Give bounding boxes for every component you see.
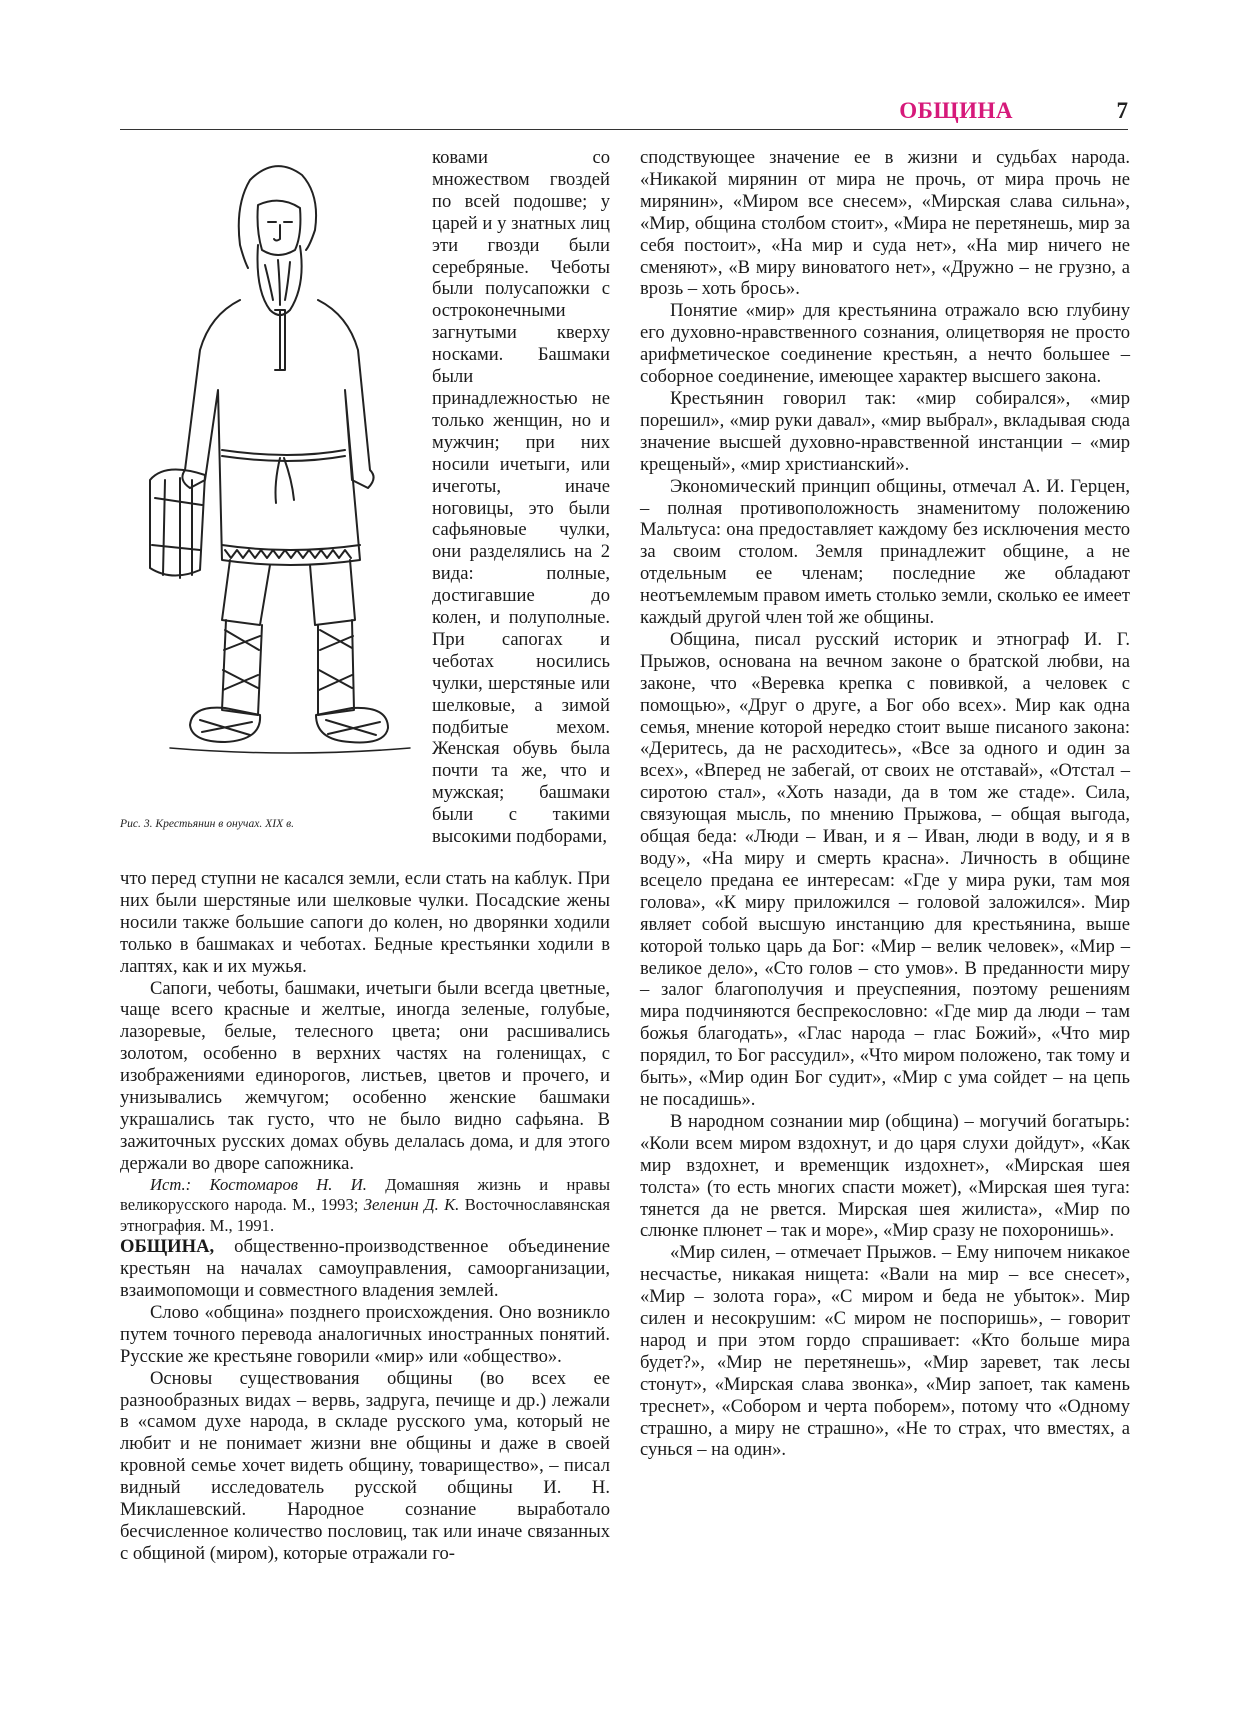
paragraph: Сапоги, чеботы, башмаки, ичетыги были всегда цветные, чаще всего красные и желтые, иногда зеленые, голубые, лазоревые, белые, телесного цвета; они расшивались золотом, особенно в верхних частях на голенищах, с изображениями единорогов, листьев, цветов и прочего, и унизывались жемчугом; особенно женские башмаки украшались так густо, что не было видно сафьяна. В зажиточных русских домах обувь делалась дома, и для этого держали во дворе сапожника. <box>120 977 610 1174</box>
paragraph: «Мир силен, – отмечает Прыжов. – Ему нипочем никакое несчастье, никакая нищета: «Вали на мир – все снесет», «Мир – золота гора», «С миром и беда не убыток». Мир силен и несокрушим: «С миром не поспоришь», – говорит народ и при этом гордо спрашивает: «Кто больше мира будет?», «Мир не перетянешь», «Мир заревет, так лесы стонут», «Мирская слава звонка», «Мир запоет, так камень треснет», «Собором и черта поборем», потому что «Одному страшно, а миру не страшно», «Не то страх, что вместях, а сунься – на один». <box>640 1242 1130 1461</box>
peasant-drawing <box>130 150 420 770</box>
peasant-illustration <box>130 150 420 770</box>
paragraph: В народном сознании мир (община) – могучий богатырь: «Коли всем миром вздохнут, и до царя слухи дойдут», «Как мир вздохнет, и временщик издохнет», «Мирская шея толста» (то есть многих спасти может), «Мирская шея туга: тянется да не рвется. Мирская шея жилиста», «Мир по слюнке плюнет – так и море», «Мир сразу не похоронишь». <box>640 1110 1130 1242</box>
header-rule <box>120 129 1128 130</box>
definition-text: общественно-производственное объединение крестьян на началах самоуправления, самоорганизации, взаимопомощи и совместного владения землей. <box>120 1236 610 1301</box>
paragraph: Основы существования общины (во всех ее разнообразных видах – вервь, задруга, печище и др.) лежали в «самом духе народа, в складе русского ума, который не любит и не понимает жизни вне общины и даже в своей кровной семье хочет видеть общину, товарищество», – писал видный исследователь русской общины И. Н. Миклашевский. Народное сознание выработало бесчисленное количество пословиц, так или иначе связанных с общиной (миром), которые отражали го- <box>120 1367 610 1564</box>
paragraph: Община, писал русский историк и этнограф И. Г. Прыжов, основана на вечном законе о братской любви, на законе, что «Веревка крепка с повивкой, а человек с помощью», «Друг о друге, а Бог обо всех». Мир как одна семья, мнение которой нередко стоит выше писаного закона: «Деритесь, да не расходитесь», «Все за одного и один за всех», «Вперед не забегай, от своих не отставай», «Отстал – сиротою стал», «Хоть назади, да в том же стаде». Сила, связующая мысль, по мнению Прыжова, – общая выгода, общая беда: «Люди – Иван, и я – Иван, люди в воду, и я в воду», «На миру и смерть красна». Личность в общине всецело предана ее интересам: «Где у мира руки, там моя голова», «К миру приложился – головой заложился». Мир являет собой высшую инстанцию для крестьянина, выше которой только царь да Бог: «Мир – велик человек», «Мир – великое дело», «Сто голов – сто умов». В преданности миру – залог благополучия и преуспеяния, поэтому решениям мира подчиняются беспрекословно: «Где мир да люди – там божья благодать», «Глас народа – глас Божий», «Что мир порядил, то Бог рассудил», «Что миром положено, так тому и быть», «Мир один Бог судит», «Мир с ума сойдет – на цепь не посадишь». <box>640 628 1130 1110</box>
page-header <box>120 98 1128 126</box>
left-bottom-column <box>120 868 610 1565</box>
paragraph: что перед ступни не касался земли, если стать на каблук. При них были шерстяные или шелковые чулки. Посадские жены носили также большие сапоги до колен, но дворянки ходили только в башмаках и чеботах. Бедные крестьянки ходили в лаптях, как и их мужья. <box>120 868 610 977</box>
section-title: ОБЩИНА <box>899 98 1013 123</box>
paragraph: Слово «община» позднего происхождения. Оно возникло путем точного перевода аналогичных иностранных понятий. Русские же крестьяне говорили «мир» или «общество». <box>120 1301 610 1367</box>
right-column <box>640 147 1130 1461</box>
paragraph: Понятие «мир» для крестьянина отражало всю глубину его духовно-нравственного сознания, олицетворяя не просто арифметическое соединение крестьян, а нечто большее – соборное соединение, имеющее характер высшего закона. <box>640 300 1130 388</box>
source-label: Ист.: <box>150 1174 192 1194</box>
source-work: Восточнославянская этнография. М., 1991. <box>120 1195 610 1235</box>
source-author: Костомаров Н. И. <box>209 1174 367 1194</box>
paragraph: сподствующее значение ее в жизни и судьбах народа. «Никакой мирянин от мира не прочь, от мира прочь не мирянин», «Миром все снесем», «Мирская слава сильна», «Мир, община столбом стоит», «Мира не перетянешь, мир за себя постоит», «На мир и суда нет», «На мир ничего не сменяют», «В миру виноватого нет», «Дружно – не грузно, а врозь – хоть брось». <box>640 147 1130 300</box>
left-top-column <box>432 147 610 848</box>
paragraph: Крестьянин говорил так: «мир собирался», «мир порешил», «мир руки давал», «мир выбрал», вкладывая сюда значение высшей духовно-нравственной инстанции – «мир крещеный», «мир христианский». <box>640 387 1130 475</box>
source-work: Домашняя жизнь и нравы великорусского народа. М., 1993; <box>120 1174 610 1215</box>
page-number: 7 <box>1116 98 1128 123</box>
figure-caption: Рис. 3. Крестьянин в онучах. XIX в. <box>120 817 295 830</box>
source-author: Зеленин Д. К. <box>363 1195 460 1215</box>
sources <box>120 1175 610 1237</box>
entry-headword: ОБЩИНА, <box>120 1236 215 1258</box>
paragraph: ковами со множеством гвоздей по всей подошве; у царей и у знатных лиц эти гвозди были серебряные. Чеботы были полусапожки с остроконечными загнутыми кверху носками. Башмаки были принадлежностью не только женщин, но и мужчин; при них носили ичетыги, или ичеготы, иначе ноговицы, это были сафьяновые чулки, они разделялись на 2 вида: полные, достигавшие до колен, и полуполные. При сапогах и чеботах носились чулки, шерстяные или шелковые, а зимой подбитые мехом. Женская обувь была почти та же, что и мужская; башмаки были с такими высокими подборами, <box>432 147 610 848</box>
entry-definition <box>120 1236 610 1302</box>
paragraph: Экономический принцип общины, отмечал А. И. Герцен, – полная противоположность знаменитому положению Мальтуса: она предоставляет каждому без исключения место за своим столом. Земля принадлежит общине, а не отдельным ее членам; последние же обладают неотъемлемым правом иметь столько земли, сколько ее имеет каждый другой член той же общины. <box>640 475 1130 629</box>
